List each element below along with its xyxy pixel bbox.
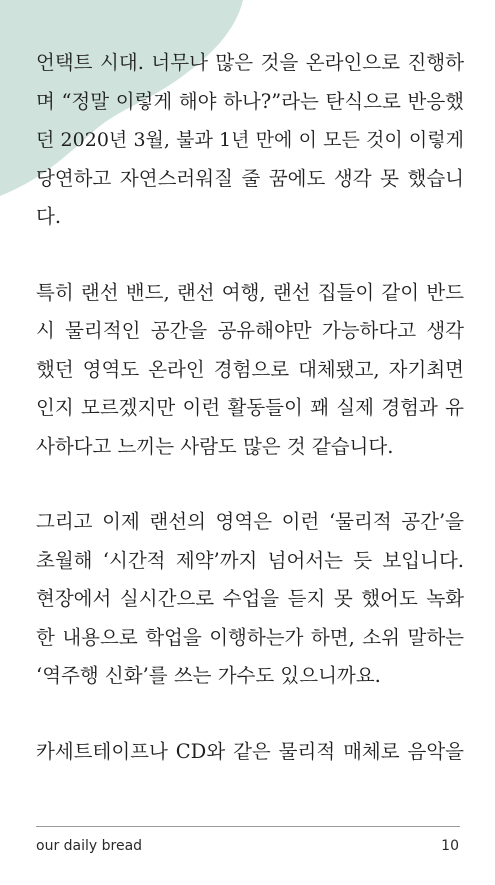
text-line: 시 물리적인 공간을 공유해야만 가능하다고 생각 <box>36 319 464 342</box>
text-line: 인지 모르겠지만 이런 활동들이 꽤 실제 경험과 유 <box>36 396 464 419</box>
paragraph-3 <box>36 503 464 696</box>
text-line: ‘역주행 신화’를 쓰는 가수도 있으니까요. <box>36 664 381 687</box>
footer-divider <box>36 826 460 827</box>
article-body <box>36 44 464 771</box>
paragraph-1 <box>36 44 464 237</box>
text-line: 했던 영역도 온라인 경험으로 대체됐고, 자기최면 <box>36 357 464 381</box>
text-line: 다. <box>36 205 62 228</box>
page-number: 10 <box>441 838 459 854</box>
text-line: 언택트 시대. 너무나 많은 것을 온라인으로 진행하 <box>36 51 464 74</box>
text-line: 한 내용으로 학업을 이행하는가 하면, 소위 말하는 <box>36 625 464 649</box>
text-line: 사하다고 느끼는 사람도 많은 것 같습니다. <box>36 434 394 458</box>
paragraph-2 <box>36 274 464 467</box>
text-line: 특히 랜선 밴드, 랜선 여행, 랜선 집들이 같이 반드 <box>36 280 464 304</box>
text-line: 카세트테이프나 CD와 같은 물리적 매체로 음악을 <box>36 739 464 763</box>
paragraph-4 <box>36 733 464 772</box>
text-line: 현장에서 실시간으로 수업을 듣지 못 했어도 녹화 <box>36 587 464 610</box>
text-line: 던 2020년 3월, 불과 1년 만에 이 모든 것이 이렇게 <box>36 129 464 151</box>
text-line: 초월해 ‘시간적 제약’까지 넘어서는 듯 보입니다. <box>36 548 464 572</box>
text-line: 그리고 이제 랜선의 영역은 이런 ‘물리적 공간’을 <box>36 510 464 533</box>
text-line: 며 “정말 이렇게 해야 하나?”라는 탄식으로 반응했 <box>36 89 464 113</box>
text-line: 당연하고 자연스러워질 줄 꿈에도 생각 못 했습니 <box>36 166 464 190</box>
publication-title: our daily bread <box>36 838 143 854</box>
